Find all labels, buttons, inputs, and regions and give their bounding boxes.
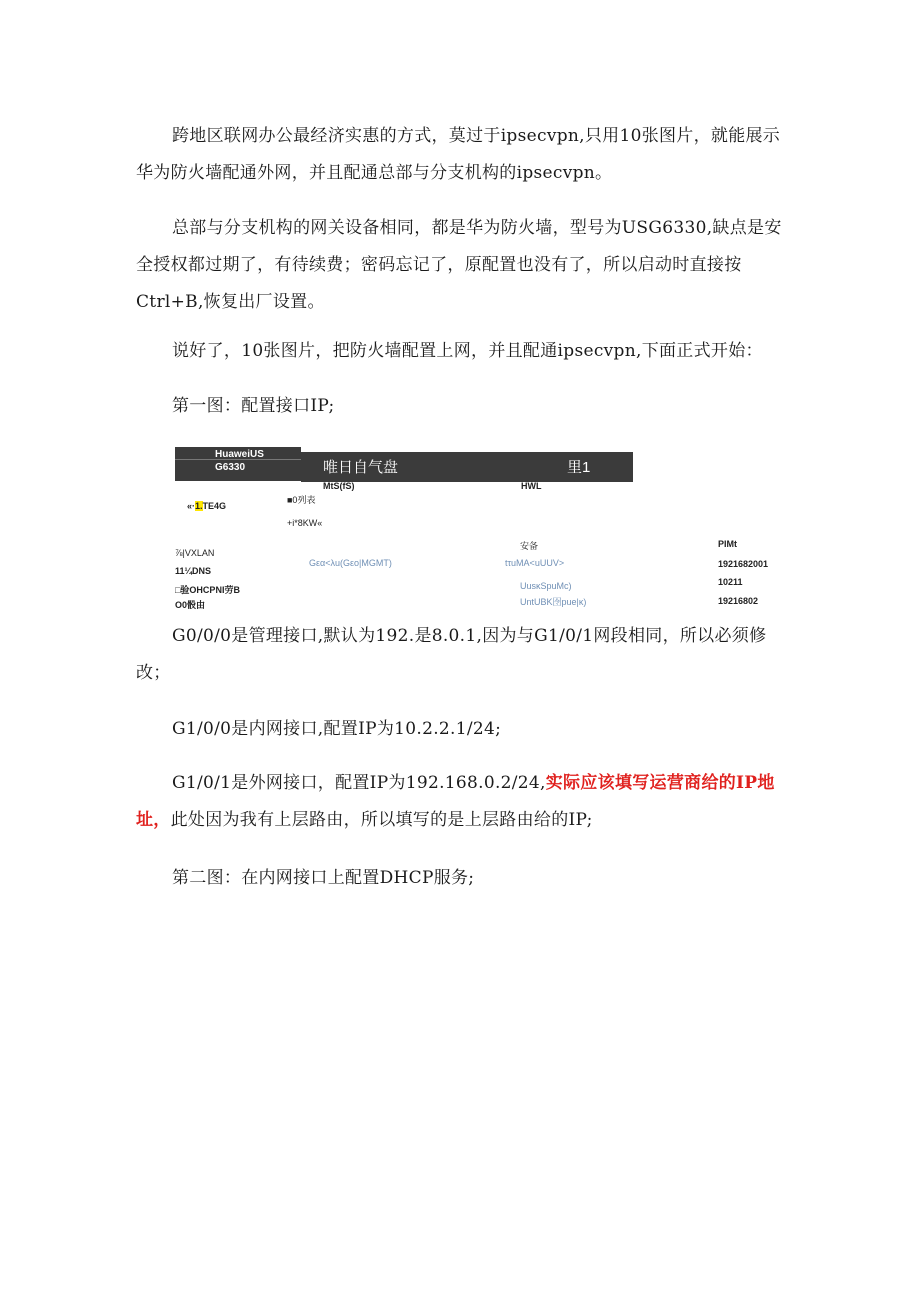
figure1-caption: 第一图：配置接口IP; xyxy=(172,396,335,416)
row3-ip: 19216802 xyxy=(718,596,759,606)
column-header-ip: PIMt xyxy=(718,539,737,549)
sub-header-left: MtS(fS) xyxy=(323,481,355,491)
interface-config-screenshot xyxy=(175,447,769,610)
figure2-caption: 第二图：在内网接口上配置DHCP服务; xyxy=(172,868,475,888)
sidebar-item-dhcp[interactable]: □验OHCPNI劳B xyxy=(175,585,240,595)
row1-interface-name[interactable]: Gεα<λu(Gεo|MGMT) xyxy=(309,558,392,568)
add-button[interactable]: +i*8KW« xyxy=(287,518,323,528)
nav-title[interactable]: 唯日自气盘 xyxy=(323,459,399,476)
device-paragraph: 总部与分支机构的网关设备相同，都是华为防火墙，型号为USG6330,缺点是安全授权都过期了，有待续费；密码忘记了，原配置也没有了，所以启动时直接按Ctrl+B,恢复出厂设置。 xyxy=(136,218,782,312)
nav-item-prefix: «· xyxy=(187,501,196,511)
row1-ip: 1921682001 xyxy=(718,559,769,569)
sidebar-item-vxlan[interactable]: ⅞|VXLAN xyxy=(175,548,215,558)
nav-right-item[interactable]: 里1 xyxy=(567,459,591,476)
sidebar-item-dns[interactable]: 11¼DNS xyxy=(175,566,212,576)
wan-text-b: 此处因为我有上层路由，所以填写的是上层路由给的IP; xyxy=(170,810,593,830)
wan-interface-paragraph xyxy=(136,765,796,839)
sub-header-right: HWL xyxy=(521,481,542,491)
row2-ip: 10211 xyxy=(718,577,743,587)
brand-line2: G6330 xyxy=(215,462,246,473)
device-brand xyxy=(175,447,301,481)
nav-item-highlight: 1. xyxy=(195,501,203,511)
wan-text-a: G1/0/1是外网接口，配置IP为192.168.0.2/24, xyxy=(172,773,546,793)
intro-paragraph: 跨地区联网办公最经济实惠的方式，莫过于ipsecvpn,只用10张图片，就能展示华为防火墙配通外网，并且配通总部与分支机构的ipsecvpn。 xyxy=(136,126,781,183)
row3-zone: UntUBK囹pue|κ) xyxy=(520,597,587,607)
row2-zone: UusκSpuMc) xyxy=(520,581,572,591)
nav-interface-item[interactable] xyxy=(187,501,226,511)
start-paragraph: 说好了，10张图片，把防火墙配置上网，并且配通ipsecvpn,下面正式开始： xyxy=(172,341,763,361)
mgmt-interface-paragraph: G0/0/0是管理接口,默认为192.是8.0.1,因为与G1/0/1网段相同，所以必须修改； xyxy=(136,626,767,683)
lan-interface-paragraph: G1/0/0是内网接口,配置IP为10.2.2.1/24; xyxy=(172,719,502,739)
top-nav-bar xyxy=(301,452,633,482)
list-heading: ■0列表 xyxy=(287,495,316,505)
wan-warning-text: 实际应该填写运营商给的IP地址， xyxy=(136,773,775,830)
row1-zone: tτuMA<uUUV> xyxy=(505,558,565,568)
column-header-security: 安备 xyxy=(520,541,539,551)
sidebar-item-route[interactable]: O0骰由 xyxy=(175,600,206,610)
nav-item-label: TE4G xyxy=(202,501,227,511)
brand-line1: HuaweiUS xyxy=(215,449,264,460)
